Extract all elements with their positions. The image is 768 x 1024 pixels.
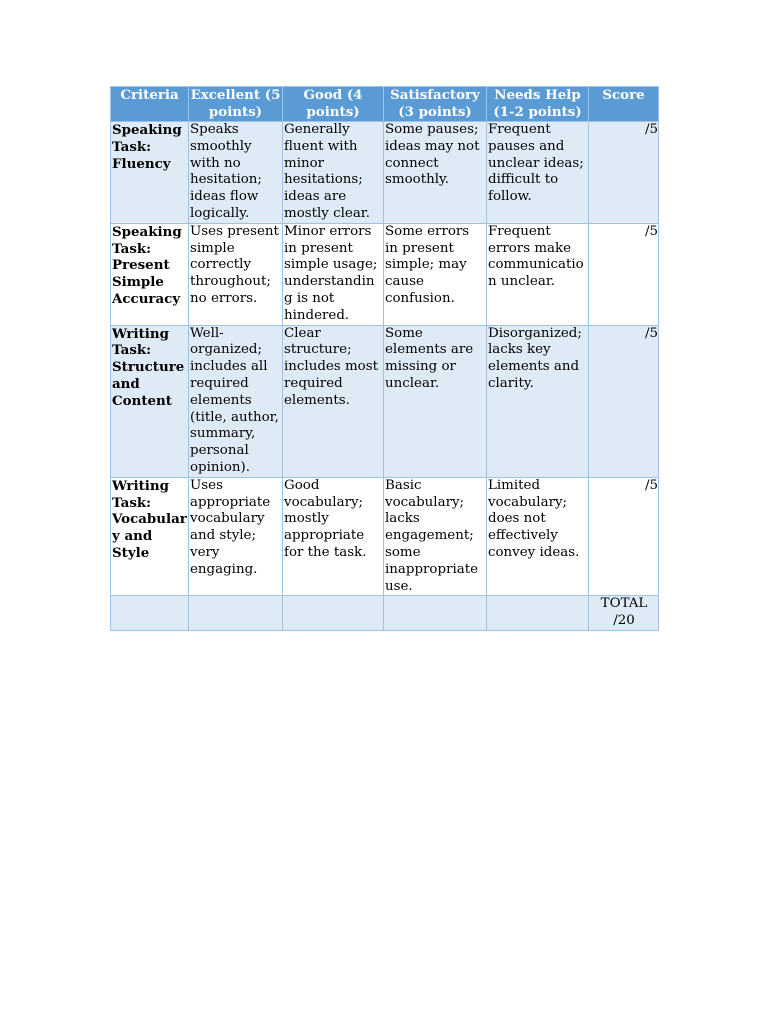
header-excellent: Excellent (5 points) bbox=[189, 87, 283, 122]
needs-help-cell: Limited vocabulary; does not effectively convey ideas. bbox=[487, 477, 589, 596]
header-row bbox=[111, 87, 659, 122]
criteria-cell: Writing Task: Vocabulary and Style bbox=[111, 477, 189, 596]
excellent-cell: Speaks smoothly with no hesitation; ideas flow logically. bbox=[189, 122, 283, 224]
criteria-cell: Speaking Task: Present Simple Accuracy bbox=[111, 223, 189, 325]
good-cell: Generally fluent with minor hesitations; ideas are mostly clear. bbox=[283, 122, 384, 224]
excellent-cell: Uses appropriate vocabulary and style; very engaging. bbox=[189, 477, 283, 596]
score-cell: /5 bbox=[589, 477, 659, 596]
header-satisfactory: Satisfactory (3 points) bbox=[384, 87, 487, 122]
excellent-cell: Uses present simple correctly throughout; no errors. bbox=[189, 223, 283, 325]
satisfactory-cell: Some pauses; ideas may not connect smoothly. bbox=[384, 122, 487, 224]
rubric-table bbox=[110, 86, 659, 631]
empty-cell bbox=[384, 596, 487, 631]
satisfactory-cell: Basic vocabulary; lacks engagement; some inappropriate use. bbox=[384, 477, 487, 596]
header-needs-help: Needs Help (1-2 points) bbox=[487, 87, 589, 122]
score-cell: /5 bbox=[589, 325, 659, 477]
empty-cell bbox=[111, 596, 189, 631]
good-cell: Good vocabulary; mostly appropriate for the task. bbox=[283, 477, 384, 596]
empty-cell bbox=[283, 596, 384, 631]
table-row bbox=[111, 325, 659, 477]
header-score: Score bbox=[589, 87, 659, 122]
good-cell: Clear structure; includes most required elements. bbox=[283, 325, 384, 477]
score-cell: /5 bbox=[589, 122, 659, 224]
table-row bbox=[111, 477, 659, 596]
total-row bbox=[111, 596, 659, 631]
empty-cell bbox=[189, 596, 283, 631]
criteria-cell: Speaking Task: Fluency bbox=[111, 122, 189, 224]
header-good: Good (4 points) bbox=[283, 87, 384, 122]
needs-help-cell: Frequent pauses and unclear ideas; difficult to follow. bbox=[487, 122, 589, 224]
header-criteria: Criteria bbox=[111, 87, 189, 122]
empty-cell bbox=[487, 596, 589, 631]
table-row bbox=[111, 122, 659, 224]
criteria-cell: Writing Task: Structure and Content bbox=[111, 325, 189, 477]
needs-help-cell: Disorganized; lacks key elements and clarity. bbox=[487, 325, 589, 477]
total-cell: TOTAL /20 bbox=[589, 596, 659, 631]
satisfactory-cell: Some errors in present simple; may cause confusion. bbox=[384, 223, 487, 325]
table-row bbox=[111, 223, 659, 325]
score-cell: /5 bbox=[589, 223, 659, 325]
satisfactory-cell: Some elements are missing or unclear. bbox=[384, 325, 487, 477]
excellent-cell: Well-organized; includes all required elements (title, author, summary, personal opinion). bbox=[189, 325, 283, 477]
good-cell: Minor errors in present simple usage; understanding is not hindered. bbox=[283, 223, 384, 325]
needs-help-cell: Frequent errors make communication unclear. bbox=[487, 223, 589, 325]
